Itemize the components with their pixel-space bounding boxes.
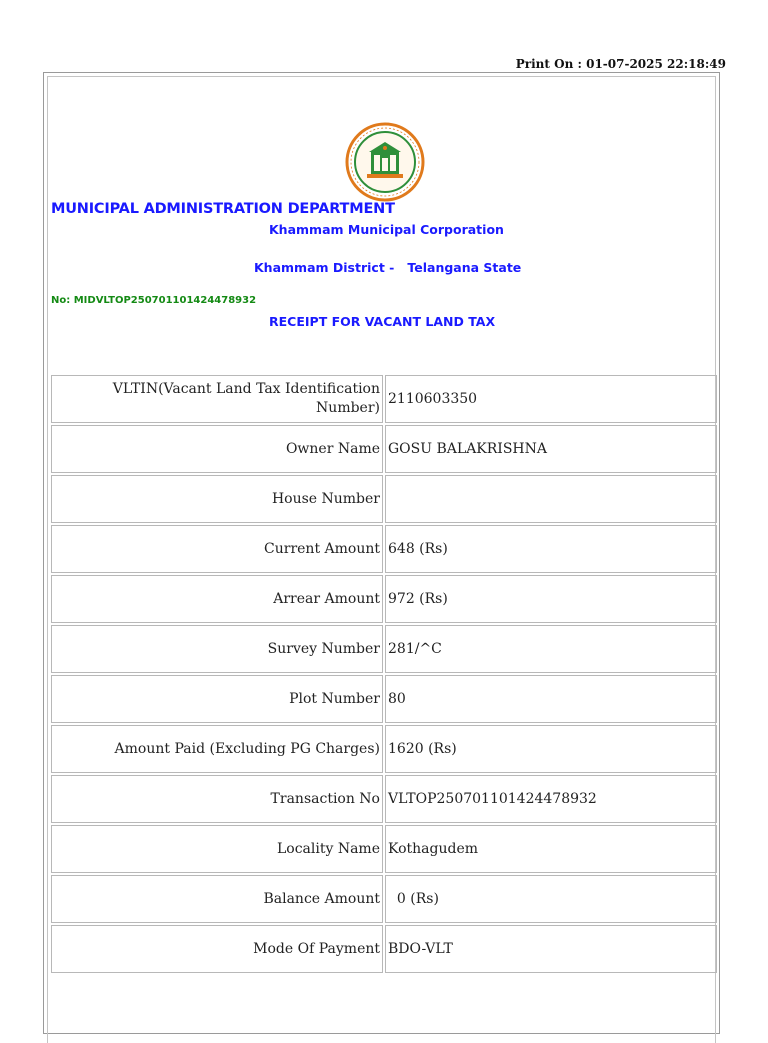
table-row [51, 675, 717, 723]
field-label: Mode Of Payment [51, 925, 383, 973]
table-row [51, 375, 717, 423]
field-value: VLTOP250701101424478932 [385, 775, 717, 823]
receipt-inner-frame [47, 76, 716, 1043]
field-value: 80 [385, 675, 717, 723]
print-timestamp: Print On : 01-07-2025 22:18:49 [515, 57, 726, 71]
receipt-frame [43, 72, 720, 1034]
field-value: Kothagudem [385, 825, 717, 873]
department-heading: MUNICIPAL ADMINISTRATION DEPARTMENT [51, 201, 395, 217]
field-value: 1620 (Rs) [385, 725, 717, 773]
district-state: Khammam District - Telangana State [254, 260, 522, 275]
receipt-details-table [49, 373, 719, 975]
field-value [385, 475, 717, 523]
table-row [51, 825, 717, 873]
table-row [51, 575, 717, 623]
field-label: Locality Name [51, 825, 383, 873]
field-label: Amount Paid (Excluding PG Charges) [51, 725, 383, 773]
field-value: GOSU BALAKRISHNA [385, 425, 717, 473]
table-row [51, 925, 717, 973]
table-row [51, 775, 717, 823]
field-value: 0 (Rs) [385, 875, 717, 923]
table-row [51, 525, 717, 573]
table-row [51, 725, 717, 773]
field-value: 972 (Rs) [385, 575, 717, 623]
field-label: VLTIN(Vacant Land Tax Identification Number) [51, 375, 383, 423]
table-row [51, 875, 717, 923]
telangana-emblem-icon [345, 122, 425, 202]
corporation-name: Khammam Municipal Corporation [269, 222, 504, 237]
field-value: 2110603350 [385, 375, 717, 423]
field-label: Arrear Amount [51, 575, 383, 623]
field-label: Transaction No [51, 775, 383, 823]
field-label: Balance Amount [51, 875, 383, 923]
table-row [51, 625, 717, 673]
receipt-number: No: MIDVLTOP250701101424478932 [51, 295, 257, 306]
receipt-title: RECEIPT FOR VACANT LAND TAX [269, 314, 496, 329]
field-value: 281/^C [385, 625, 717, 673]
field-label: Plot Number [51, 675, 383, 723]
table-row [51, 475, 717, 523]
field-label: Current Amount [51, 525, 383, 573]
field-value: 648 (Rs) [385, 525, 717, 573]
field-label: Owner Name [51, 425, 383, 473]
field-label: House Number [51, 475, 383, 523]
field-label: Survey Number [51, 625, 383, 673]
field-value: BDO-VLT [385, 925, 717, 973]
table-row [51, 425, 717, 473]
